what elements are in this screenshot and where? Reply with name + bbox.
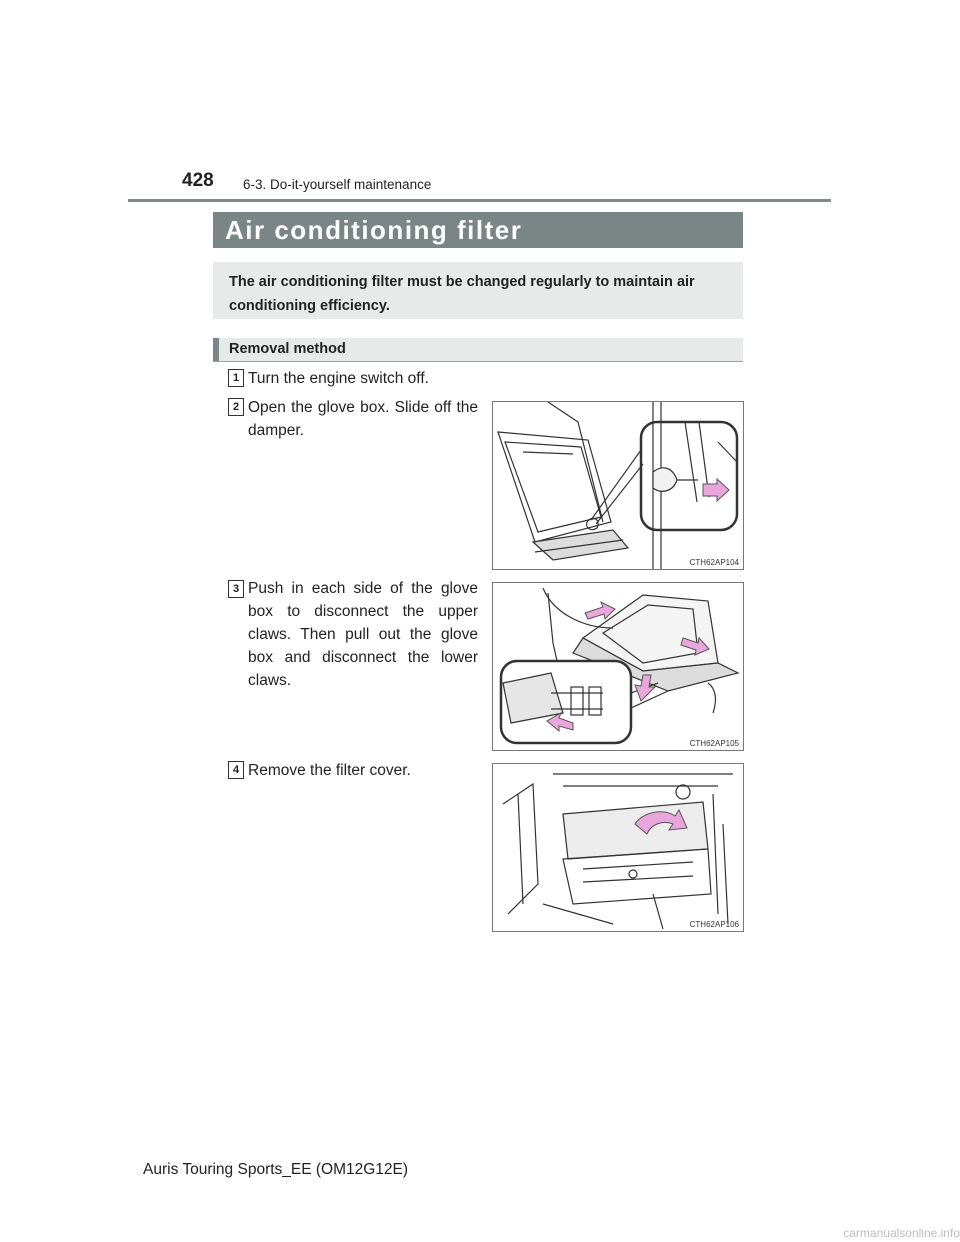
filter-cover-illustration [493,764,743,931]
page-title: Air conditioning filter [225,215,523,245]
title-bar [213,212,743,248]
figure-filter-cover [492,763,744,932]
heading-divider [213,361,743,362]
figure-glove-box-claws [492,582,744,751]
section-label: 6-3. Do-it-yourself maintenance [243,177,432,192]
watermark: carmanualsonline.info [843,1226,960,1240]
step-text-2: Open the glove box. Slide off the damper. [248,399,478,439]
removal-method-heading [213,338,743,361]
page-number: 428 [182,170,214,191]
heading-accent-bar [213,338,219,361]
header-divider [128,199,831,202]
glove-box-claws-illustration [493,583,743,750]
figure-code-105: CTH62AP105 [689,739,739,748]
figure-code-106: CTH62AP106 [689,920,739,929]
step-text-3: Push in each side of the glove box to disconnect the upper claws. Then pull out the glove box and disconnect the lower claws. [248,580,478,689]
step-number-4: 4 [228,761,244,779]
glove-box-damper-illustration [493,402,743,569]
step-number-3: 3 [228,580,244,598]
removal-method-title: Removal method [229,341,346,357]
step-text-4: Remove the filter cover. [248,762,411,779]
intro-box [213,262,743,319]
footer-model: Auris Touring Sports_EE (OM12G12E) [143,1161,409,1178]
figure-code-104: CTH62AP104 [689,558,739,567]
figure-glove-box-damper [492,401,744,570]
intro-text: The air conditioning filter must be changed regularly to maintain air conditioning efficiency. [229,274,695,314]
step-number-2: 2 [228,398,244,416]
step-number-1: 1 [228,369,244,387]
step-text-1: Turn the engine switch off. [248,370,429,387]
